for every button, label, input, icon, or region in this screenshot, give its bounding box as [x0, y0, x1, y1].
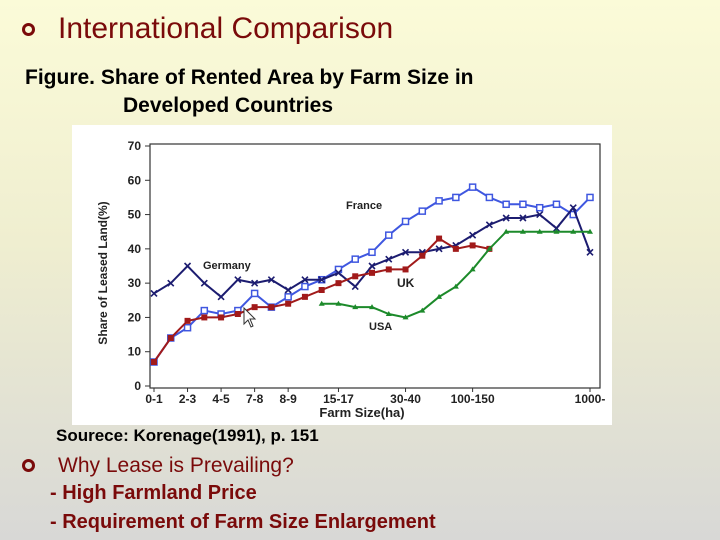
data-point-uk	[352, 273, 358, 279]
y-tick-label: 10	[127, 344, 141, 359]
x-tick-label: 0-1	[145, 392, 163, 406]
data-point-uk	[168, 335, 174, 341]
data-point-uk	[218, 314, 224, 320]
x-tick-label: 7-8	[245, 392, 264, 406]
data-point-france	[436, 198, 442, 204]
data-point-uk	[185, 318, 191, 324]
x-tick-label: 30-40	[390, 392, 421, 406]
bullet-circle-icon	[22, 23, 35, 36]
data-point-germany	[201, 280, 207, 286]
reason-item-2: - Requirement of Farm Size Enlargement	[50, 511, 436, 533]
data-point-uk	[335, 280, 341, 286]
data-point-france	[369, 249, 375, 255]
figure-caption-line1: Figure. Share of Rented Area by Farm Size in	[25, 66, 474, 89]
annotation-usa: USA	[369, 321, 393, 333]
data-point-france	[185, 325, 191, 331]
data-point-germany	[185, 263, 191, 269]
data-point-france	[201, 308, 207, 314]
x-tick-label: 8-9	[279, 392, 297, 406]
data-point-germany	[352, 284, 358, 290]
x-tick-label: 2-3	[178, 392, 197, 406]
data-point-uk	[235, 311, 241, 317]
chart-panel	[72, 125, 612, 425]
source-note: Sourece: Korenage(1991), p. 151	[56, 426, 319, 445]
data-point-france	[386, 232, 392, 238]
data-point-uk	[319, 287, 325, 293]
data-point-uk	[302, 294, 308, 300]
figure-caption-line2: Developed Countries	[123, 94, 334, 117]
data-point-france	[403, 218, 409, 224]
data-point-france	[302, 284, 308, 290]
data-point-uk	[201, 314, 207, 320]
data-point-uk	[252, 304, 258, 310]
data-point-uk	[151, 359, 157, 365]
data-point-france	[419, 208, 425, 214]
figure-caption	[25, 64, 605, 120]
data-point-france	[453, 194, 459, 200]
x-tick-label: 15-17	[323, 392, 354, 406]
data-point-uk	[403, 266, 409, 272]
data-point-germany	[151, 290, 157, 296]
y-tick-label: 50	[127, 207, 141, 222]
data-point-uk	[386, 266, 392, 272]
annotation-france: France	[346, 200, 383, 212]
annotation-uk: UK	[397, 276, 415, 290]
data-point-germany	[470, 232, 476, 238]
data-point-germany	[218, 294, 224, 300]
data-point-france	[503, 201, 509, 207]
data-point-france	[587, 194, 593, 200]
data-point-france	[285, 294, 291, 300]
annotation-germany: Germany	[203, 260, 251, 272]
data-point-uk	[470, 242, 476, 248]
data-point-france	[470, 184, 476, 190]
data-point-france	[553, 201, 559, 207]
data-point-uk	[419, 253, 425, 259]
x-tick-label: 100-150	[450, 392, 495, 406]
y-tick-label: 40	[127, 241, 141, 256]
x-tick-label: 1000-	[574, 392, 606, 406]
data-point-germany	[285, 287, 291, 293]
data-point-france	[537, 205, 543, 211]
rented-area-line-chart	[72, 125, 612, 425]
series-line-uk	[154, 239, 489, 362]
x-axis-title: Farm Size(ha)	[319, 405, 405, 420]
reason-item-1: - High Farmland Price	[50, 482, 257, 504]
data-point-uk	[369, 270, 375, 276]
y-tick-label: 60	[127, 173, 141, 188]
data-point-uk	[436, 236, 442, 242]
mouse-cursor-icon	[244, 308, 255, 327]
data-point-france	[252, 290, 258, 296]
data-point-uk	[285, 301, 291, 307]
y-tick-label: 30	[127, 276, 141, 291]
data-point-france	[520, 201, 526, 207]
y-tick-label: 70	[127, 139, 141, 153]
data-point-uk	[453, 246, 459, 252]
y-tick-label: 0	[134, 379, 141, 393]
slide-title: International Comparison	[58, 12, 394, 45]
data-point-france	[486, 194, 492, 200]
data-point-germany	[168, 280, 174, 286]
y-tick-label: 20	[127, 310, 141, 325]
bullet-why-lease: Why Lease is Prevailing?	[58, 454, 294, 477]
y-axis-title: Share of Leased Land(%)	[96, 201, 110, 345]
data-point-uk	[268, 304, 274, 310]
x-tick-label: 4-5	[212, 392, 230, 406]
data-point-france	[352, 256, 358, 262]
bullet-circle-icon	[22, 459, 35, 472]
